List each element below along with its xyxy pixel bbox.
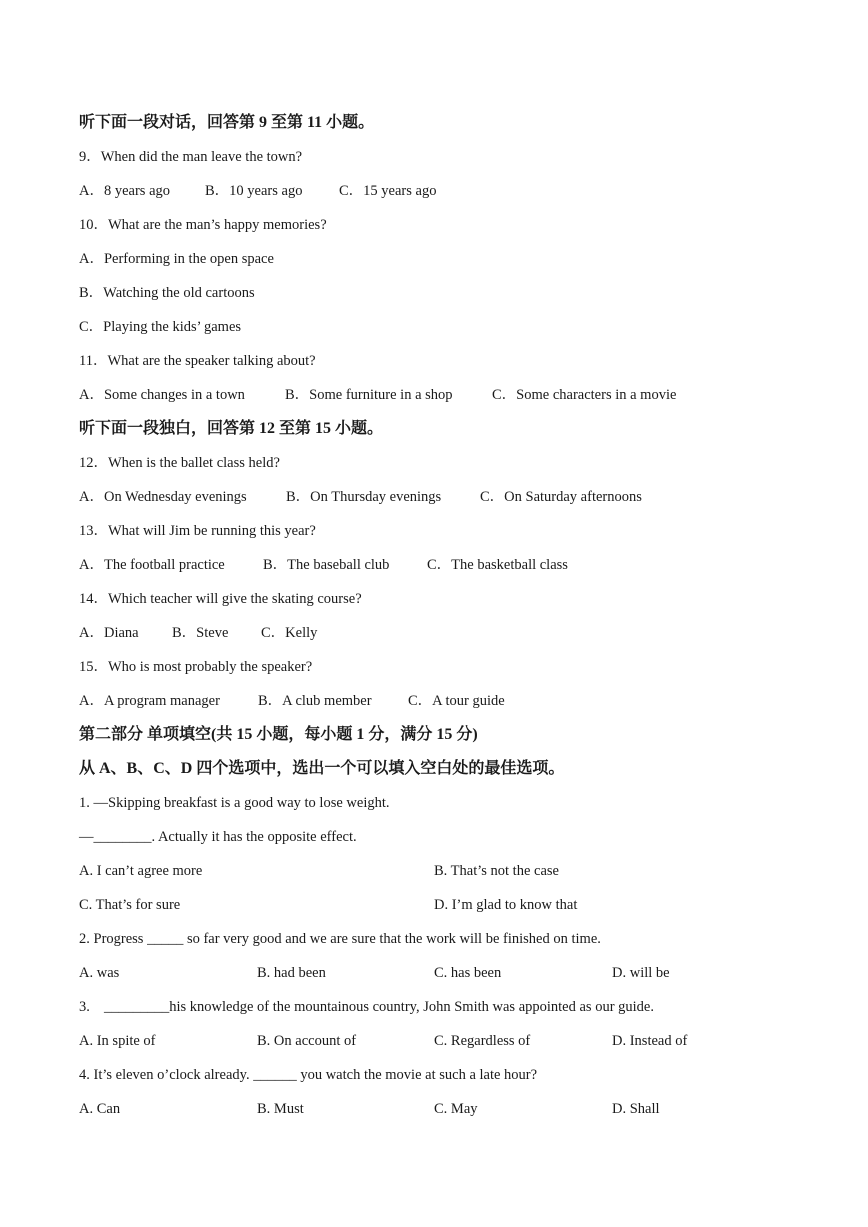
s2-q2-option-a: A. was xyxy=(79,965,120,981)
section-2-instruction: 从 A、B、C、D 四个选项中，选出一个可以填入空白处的最佳选项。 xyxy=(79,760,565,777)
s2-question-2-stem: 2. Progress _____ so far very good and we are sure that the work will be finished on time. xyxy=(79,931,601,947)
s2-q2-option-c: C. has been xyxy=(434,965,502,981)
q14-option-c: C．Kelly xyxy=(261,625,318,641)
q11-option-a: A．Some changes in a town xyxy=(79,387,245,403)
s2-q3-option-a: A. In spite of xyxy=(79,1033,156,1049)
q13-option-c: C．The basketball class xyxy=(427,557,568,573)
section-2-title: 第二部分 单项填空(共 15 小题，每小题 1 分，满分 15 分) xyxy=(79,726,478,743)
s2-q3-option-c: C. Regardless of xyxy=(434,1033,531,1049)
s2-q1-option-a: A. I can’t agree more xyxy=(79,863,203,879)
section-heading-monologue: 听下面一段独白，回答第 12 至第 15 小题。 xyxy=(79,420,384,437)
question-13-stem: 13．What will Jim be running this year? xyxy=(79,523,316,539)
q15-option-a: A．A program manager xyxy=(79,693,220,709)
q12-option-b: B．On Thursday evenings xyxy=(286,489,442,505)
question-14-stem: 14．Which teacher will give the skating course? xyxy=(79,591,362,607)
q13-option-b: B．The baseball club xyxy=(263,557,390,573)
s2-q2-option-b: B. had been xyxy=(257,965,326,981)
section-heading-dialogue: 听下面一段对话，回答第 9 至第 11 小题。 xyxy=(79,114,375,131)
s2-q1-option-c: C. That’s for sure xyxy=(79,897,181,913)
q11-option-c: C．Some characters in a movie xyxy=(492,387,677,403)
q10-option-b: B．Watching the old cartoons xyxy=(79,285,255,301)
q9-option-c: C．15 years ago xyxy=(339,183,437,199)
question-9-stem: 9．When did the man leave the town? xyxy=(79,149,303,165)
s2-q4-option-d: D. Shall xyxy=(612,1101,660,1117)
q9-option-b: B．10 years ago xyxy=(205,183,303,199)
q12-option-c: C．On Saturday afternoons xyxy=(480,489,642,505)
s2-q2-option-d: D. will be xyxy=(612,965,670,981)
q9-option-a: A．8 years ago xyxy=(79,183,171,199)
s2-q1-option-d: D. I’m glad to know that xyxy=(434,897,578,913)
s2-q4-option-b: B. Must xyxy=(257,1101,304,1117)
q15-option-b: B．A club member xyxy=(258,693,372,709)
question-15-stem: 15．Who is most probably the speaker? xyxy=(79,659,313,675)
q11-option-b: B．Some furniture in a shop xyxy=(285,387,453,403)
q12-option-a: A．On Wednesday evenings xyxy=(79,489,247,505)
s2-q1-option-b: B. That’s not the case xyxy=(434,863,559,879)
q15-option-c: C．A tour guide xyxy=(408,693,505,709)
q14-option-a: A．Diana xyxy=(79,625,139,641)
q10-option-a: A．Performing in the open space xyxy=(79,251,274,267)
s2-question-1-stem: 1. —Skipping breakfast is a good way to lose weight. xyxy=(79,795,390,811)
s2-q3-text: _________his knowledge of the mountainous country, John Smith was appointed as our guide. xyxy=(104,999,654,1015)
s2-q3-option-d: D. Instead of xyxy=(612,1033,688,1049)
question-11-stem: 11．What are the speaker talking about? xyxy=(79,353,316,369)
q14-option-b: B．Steve xyxy=(172,625,229,641)
question-12-stem: 12．When is the ballet class held? xyxy=(79,455,280,471)
question-10-stem: 10．What are the man’s happy memories? xyxy=(79,217,327,233)
s2-question-1-response: —________. Actually it has the opposite effect. xyxy=(79,829,357,845)
s2-q3-number: 3. xyxy=(79,999,90,1015)
q10-option-c: C．Playing the kids’ games xyxy=(79,319,242,335)
s2-question-4-stem: 4. It’s eleven o’clock already. ______ you watch the movie at such a late hour? xyxy=(79,1067,538,1083)
q13-option-a: A．The football practice xyxy=(79,557,225,573)
s2-q4-option-c: C. May xyxy=(434,1101,478,1117)
s2-q3-option-b: B. On account of xyxy=(257,1033,357,1049)
s2-q4-option-a: A. Can xyxy=(79,1101,121,1117)
